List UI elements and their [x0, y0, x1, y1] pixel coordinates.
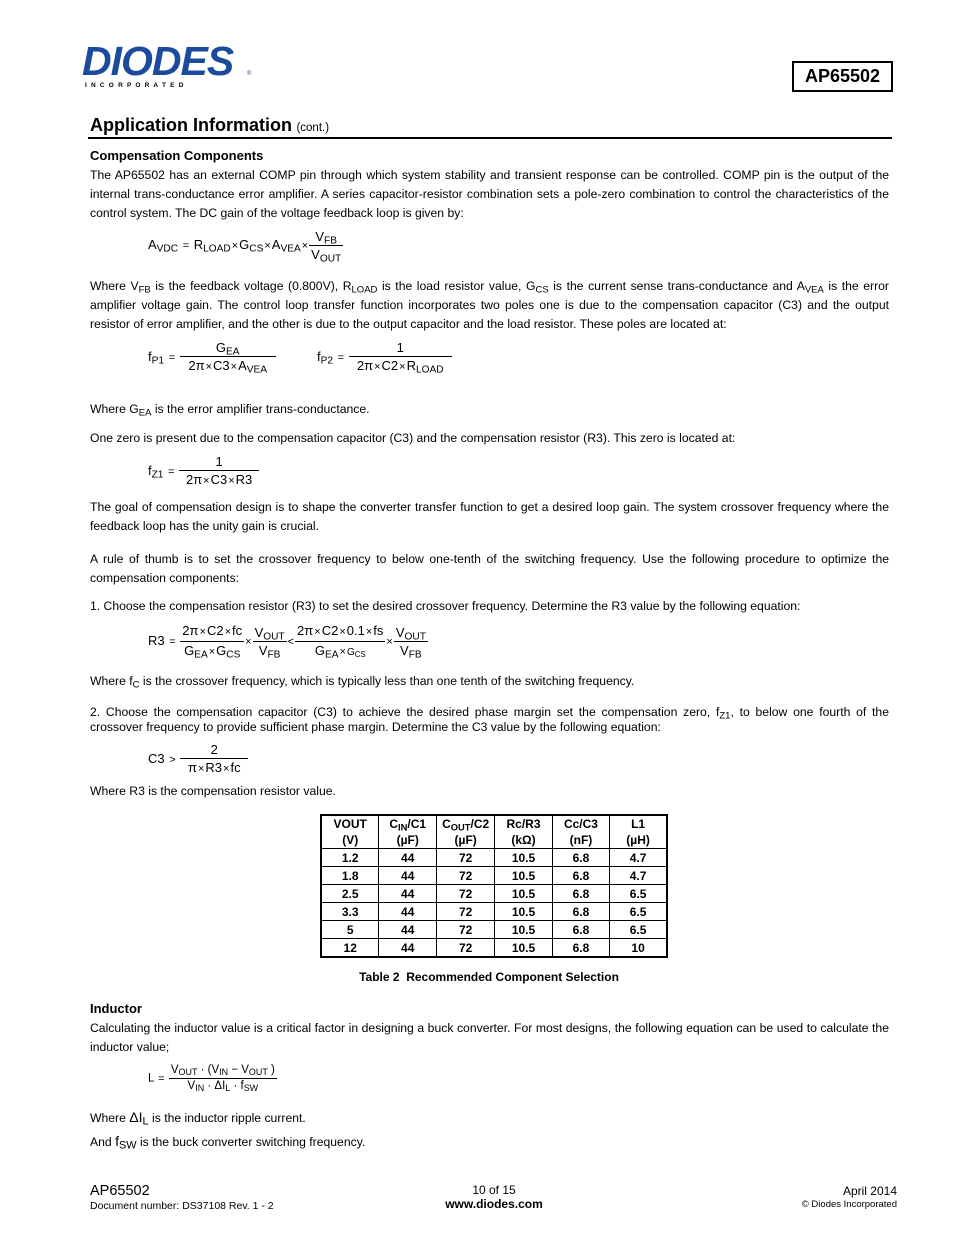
compensation-paragraph-4: One zero is present due to the compensation capacitor (C3) and the compensation resistor (R3). This zero is located at:	[90, 431, 736, 445]
cell-l1: 6.5	[610, 903, 667, 921]
compensation-paragraph-8: Where $f_C$ is the crossover frequency, which is typically less than one tenth of the switching frequency.	[90, 674, 635, 691]
compensation-paragraph-3: Where $G_{EA}$ is the error amplifier trans-conductance.	[90, 402, 370, 419]
cell-l1: 4.7	[610, 849, 667, 867]
cell-rc: 10.5	[495, 921, 552, 939]
cell-cin: 44	[379, 921, 437, 939]
footer-copyright: © Diodes Incorporated	[801, 1199, 897, 1210]
c3-equation: C3 > $\frac{2}{\pi\times R3\times fc}$	[148, 741, 248, 778]
compensation-paragraph-7: 1. Choose the compensation resistor (R3) to set the desired crossover frequency. Determine the R3 value by the following equation:	[90, 599, 801, 613]
cell-cin: 44	[379, 885, 437, 903]
section-title-text: Application Information	[90, 115, 292, 135]
footer-website-link[interactable]: www.diodes.com	[445, 1197, 543, 1211]
fp1-equation: $f_{P1}$ = $\frac{G_{EA}}{2\pi\times C3\times A_{VEA}}$	[148, 339, 276, 376]
cell-cout: 72	[437, 921, 495, 939]
cell-vout: 3.3	[321, 903, 379, 921]
cell-cc: 6.8	[552, 939, 609, 958]
cell-cin: 44	[379, 867, 437, 885]
company-logo	[82, 40, 257, 90]
compensation-heading: Compensation Components	[90, 148, 264, 163]
footer-date: April 2014	[842, 1184, 897, 1198]
part-number: AP65502	[804, 66, 881, 86]
cell-cc: 6.8	[552, 867, 609, 885]
avdc-equation: $A_{VDC} = R_{LOAD}\times G_{CS}\times A_{VEA}\times$ $\frac{V_{FB}}{V_{OUT}}$	[148, 229, 342, 265]
table-row	[321, 939, 667, 958]
cell-l1: 6.5	[610, 921, 667, 939]
inductor-heading: Inductor	[90, 1001, 142, 1016]
title-rule	[88, 137, 892, 139]
registered-mark-icon: ®	[247, 71, 252, 77]
cell-l1: 10	[610, 939, 667, 958]
header-l1: L1 (µH)	[610, 815, 667, 849]
cell-cc: 6.8	[552, 903, 609, 921]
footer-page-number: 10 of 15	[472, 1183, 516, 1197]
inductor-paragraph-2: Where $\Delta I_L$ is the inductor ripple current.	[90, 1109, 306, 1128]
cell-cout: 72	[437, 903, 495, 921]
cell-cout: 72	[437, 849, 495, 867]
table-row	[321, 921, 667, 939]
section-title	[90, 115, 329, 136]
cell-cin: 44	[379, 903, 437, 921]
logo-wordmark: DIODES	[82, 38, 234, 84]
header-cc: Cc/C3 (nF)	[552, 815, 609, 849]
header-cin: $C_{IN}/C1$ (µF)	[379, 815, 437, 849]
cell-vout: 2.5	[321, 885, 379, 903]
fp2-equation: $f_{P2}$ = $\frac{1}{2\pi\times C2\times R_{LOAD}}$	[317, 339, 452, 376]
cell-rc: 10.5	[495, 939, 552, 958]
component-table	[320, 814, 668, 958]
cell-l1: 4.7	[610, 867, 667, 885]
cell-rc: 10.5	[495, 885, 552, 903]
table-row	[321, 885, 667, 903]
section-title-suffix: (cont.)	[296, 122, 330, 134]
compensation-paragraph-10: Where R3 is the compensation resistor value.	[90, 784, 336, 798]
cell-rc: 10.5	[495, 849, 552, 867]
cell-cout: 72	[437, 939, 495, 958]
table-caption: Table 2 Recommended Component Selection	[359, 970, 619, 984]
cell-cout: 72	[437, 867, 495, 885]
footer-part: AP65502	[90, 1183, 150, 1199]
compensation-paragraph-6: A rule of thumb is to set the crossover frequency to below one-tenth of the switching frequency. Use the following procedure to optimize the compensation components:	[90, 552, 889, 585]
table-header-row	[321, 815, 667, 849]
table-row	[321, 867, 667, 885]
fz1-equation: $f_{Z1}$ = $\frac{1}{2\pi\times C3\times R3}$	[148, 453, 259, 490]
compensation-paragraph-2: Where $V_{FB}$ is the feedback voltage (0.800V), $R_{LOAD}$ is the load resistor value, $G_{CS}$ is the current sense trans-conductance and $A_{VEA}$ is the error amplifier voltage gain. The control loop transfer function incorporates two poles one is due to the compensation capacitor (C3) and the output resistor of error amplifier, and the other is due to the output capacitor and the load resistor. These poles are located at:	[90, 279, 889, 331]
cell-cc: 6.8	[552, 921, 609, 939]
cell-vout: 5	[321, 921, 379, 939]
r3-equation: R3 = $\frac{2\pi\times C2\times fc}{G_{EA}\times G_{CS}}$ × $\frac{V_{OUT}}{V_{FB}}$ < $\frac{2\pi\times C2\times 0.1\times fs}{G_{EA}\times G_{CS}}$ × $\frac{V_{OUT}}{V_{FB}}$	[148, 623, 426, 661]
inductor-equation: L = $\frac{V_{OUT} \cdot (V_{IN} - V_{OUT} )}{V_{IN} \cdot \Delta I_L \cdot f_{SW}}$	[148, 1064, 275, 1094]
cell-cout: 72	[437, 885, 495, 903]
compensation-paragraph-1: The AP65502 has an external COMP pin through which system stability and transient response can be controlled. COMP pin is the output of the internal trans-conductance error amplifier. A series capacitor-resistor combination sets a pole-zero combination to control the characteristics of the control system. The DC gain of the voltage feedback loop is given by:	[90, 168, 889, 220]
cell-vout: 1.2	[321, 849, 379, 867]
table-row	[321, 849, 667, 867]
cell-cc: 6.8	[552, 885, 609, 903]
cell-cin: 44	[379, 939, 437, 958]
cell-cin: 44	[379, 849, 437, 867]
footer-doc-number: Document number: DS37108 Rev. 1 - 2	[90, 1200, 274, 1212]
table-row	[321, 903, 667, 921]
inductor-paragraph-1: Calculating the inductor value is a critical factor in designing a buck converter. For most designs, the following equation can be used to calculate the inductor value;	[90, 1021, 889, 1054]
cell-cc: 6.8	[552, 849, 609, 867]
header-vout: VOUT (V)	[321, 815, 379, 849]
part-number-box	[792, 61, 893, 92]
header-rc: Rc/R3 (kΩ)	[495, 815, 552, 849]
cell-l1: 6.5	[610, 885, 667, 903]
cell-vout: 12	[321, 939, 379, 958]
cell-rc: 10.5	[495, 867, 552, 885]
inductor-paragraph-3: And $f_{SW}$ is the buck converter switching frequency.	[90, 1133, 366, 1152]
cell-vout: 1.8	[321, 867, 379, 885]
header-cout: $C_{OUT}/C2$ (µF)	[437, 815, 495, 849]
compensation-paragraph-5: The goal of compensation design is to shape the converter transfer function to get a desired loop gain. The system crossover frequency where the feedback loop has the unity gain is crucial.	[90, 500, 889, 533]
cell-rc: 10.5	[495, 903, 552, 921]
logo-subtitle: I N C O R P O R A T E D	[85, 82, 185, 89]
compensation-paragraph-9: 2. Choose the compensation capacitor (C3) to achieve the desired phase margin set the compensation zero, $f_{Z1}$, to below one fourth of the crossover frequency to provide sufficient phase margin. Determine the C3 value by the following equation:	[90, 705, 889, 734]
